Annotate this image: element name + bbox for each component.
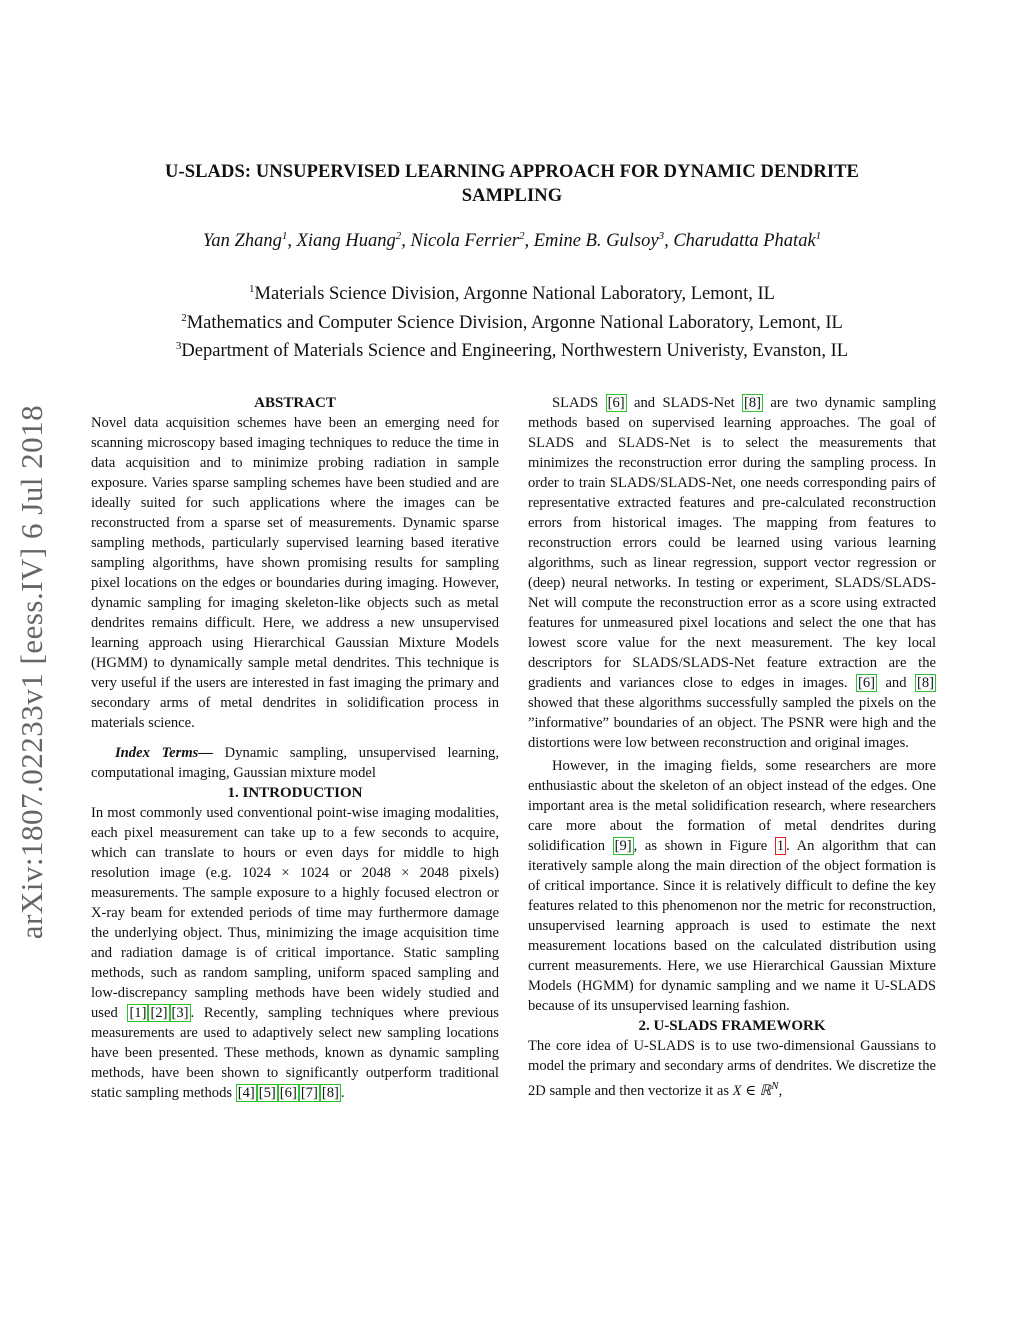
affiliation: $^2$Mathematics and Computer Science Division, Argonne National Laboratory, Lemont, IL [181,311,843,333]
citation-link[interactable]: [8] [321,1085,339,1101]
framework-heading: 2. U-SLADS FRAMEWORK [638,1018,826,1034]
left-column [91,393,499,1103]
citation-link[interactable]: [1] [129,1005,147,1021]
paper-title [100,160,924,208]
arxiv-side-stamp [2,372,62,972]
affiliation: $^3$Department of Materials Science and Engineering, Northwestern Univeristy, Evanston, IL [175,340,849,362]
right-column [528,393,936,1101]
citation-link[interactable]: [8] [916,675,934,691]
citation-link[interactable]: [9] [614,838,632,854]
author: Nicola Ferrier$^2$, [410,230,534,252]
figure-link[interactable]: 1 [776,838,785,854]
citation-link[interactable]: [6] [858,675,876,691]
intro-paragraph: In most commonly used conventional point-wise imaging modalities, each pixel measurement can take up to a few seconds to acquire, which can translate to hours or even days for middle to high resolution image (e.g. 1024 × 1024 or 2048 × 2048 pixels) measurements. The sample exposure to a highly focused electron or X-ray beam for extended periods of time may furthermore damage the underlying object. Thus, minimizing the image acquisition time and radiation damage is of critical importance. Static sampling methods, such as random sampling, uniform spaced sampling and low-discrepancy sampling methods have been widely studied and used [1] [2] [3] . Recently, sampling techniques where previous measurements are used to adaptively select new sampling locations have been presented. These methods, known as dynamic sampling methods, have been shown to significantly outperform traditional static sampling methods [4] [5] [6] [7] [8] . [91,805,499,1101]
skeleton-paragraph: However, in the imaging fields, some researchers are more enthusiastic about the skeleton of an object instead of the edges. One important area is the metal solidification research, where researchers care more about the formation of metal dendrites during solidification [9] , as shown in Figure 1 . An algorithm that can iteratively sample along the main direction of the object formation is of critical importance. Since it is relatively difficult to define the key features related to this phenomenon nor the metric for reconstruction, unsupervised learning approach is used to estimate the next measurement locations based on the calculated distribution using current measurements. Here, we use Hierarchical Gaussian Mixture Models (HGMM) for dynamic sampling and we name it U-SLADS because of its unsupervised learning fashion. [528,758,936,1014]
abstract-heading: ABSTRACT [254,395,336,411]
framework-paragraph: The core idea of U-SLADS is to use two-dimensional Gaussians to model the primary and secondary arms of dendrites. We discretize the 2D sample and then vectorize it as X ∈ ℝ$^N$, [528,1038,936,1099]
abstract-text: Novel data acquisition schemes have been an emerging need for scanning microscopy based imaging techniques to reduce the time in data acquisition and to minimize probing radiation in sample exposure. Varies sparse sampling schemes have been studied and are ideally suited for such applications where the images can be reconstructed from a sparse set of measurements. Dynamic sparse sampling methods, particularly supervised learning based iterative sampling algorithms, have shown promising results for sampling pixel locations on the edges or boundaries during imaging. However, dynamic sampling for imaging skeleton-like objects such as metal dendrites remains difficult. Here, we address a new unsupervised learning approach using Hierarchical Gaussian Mixture Models (HGMM) to dynamically sample metal dendrites. This technique is very useful if the users are interested in fast imaging the primary and secondary arms of metal dendrites in solidification process in materials science. [91,415,499,731]
citation-link[interactable]: [8] [744,395,762,411]
author: Xiang Huang$^2$, [296,230,411,252]
citation-link[interactable]: [6] [607,395,625,411]
index-terms-label: Index Terms— [115,745,213,761]
author-list [100,230,924,252]
index-terms: Index Terms— Dynamic sampling, unsupervised learning, computational imaging, Gaussian mixture model [91,745,499,781]
citation-link[interactable]: [2] [150,1005,168,1021]
math-expression: X ∈ ℝ$^N$ [732,1080,779,1099]
citation-link[interactable]: [5] [258,1085,276,1101]
affiliation: $^1$Materials Science Division, Argonne National Laboratory, Lemont, IL [249,283,775,305]
intro-heading: 1. INTRODUCTION [227,785,363,801]
author: Emine B. Gulsoy$^3$, [533,230,674,252]
title-line-2: SAMPLING [461,186,563,206]
citation-link[interactable]: [7] [300,1085,318,1101]
citation-link[interactable]: [4] [237,1085,255,1101]
citation-link[interactable]: [6] [279,1085,297,1101]
arxiv-identifier: arXiv:1807.02233v1 [eess.IV] 6 Jul 2018 [14,404,50,940]
author: Charudatta Phatak$^1$ [673,230,822,252]
affiliations [100,278,924,364]
slads-paragraph: SLADS [6] and SLADS-Net [8] are two dynamic sampling methods based on supervised learning approaches. The goal of SLADS and SLADS-Net is to select the measurements that minimizes the reconstruction error during the sampling process. In order to train SLADS/SLADS-Net, one needs corresponding pairs of representative extracted features and pre-calculated reconstruction errors from historical images. The mapping from features to reconstruction errors could be learned using various learning algorithms, such as linear regression, support vector regression or (deep) neural networks. In testing or experiment, SLADS/SLADS-Net will compute the reconstruction error as a score using extracted features for unmeasured pixel locations and select the one that has lowest score value for the next measurement. The key local descriptors for SLADS/SLADS-Net feature extraction are the gradients and variances close to edges in images. [6] and [8] showed that these algorithms successfully sampled the pixels on the ”informative” boundaries of an object. The PSNR were high and the distortions were low between reconstruction and original images. [528,395,936,751]
author: Yan Zhang$^1$, [202,230,297,252]
title-line-1: U-SLADS: UNSUPERVISED LEARNING APPROACH FOR DYNAMIC DENDRITE [164,162,859,182]
citation-link[interactable]: [3] [171,1005,189,1021]
